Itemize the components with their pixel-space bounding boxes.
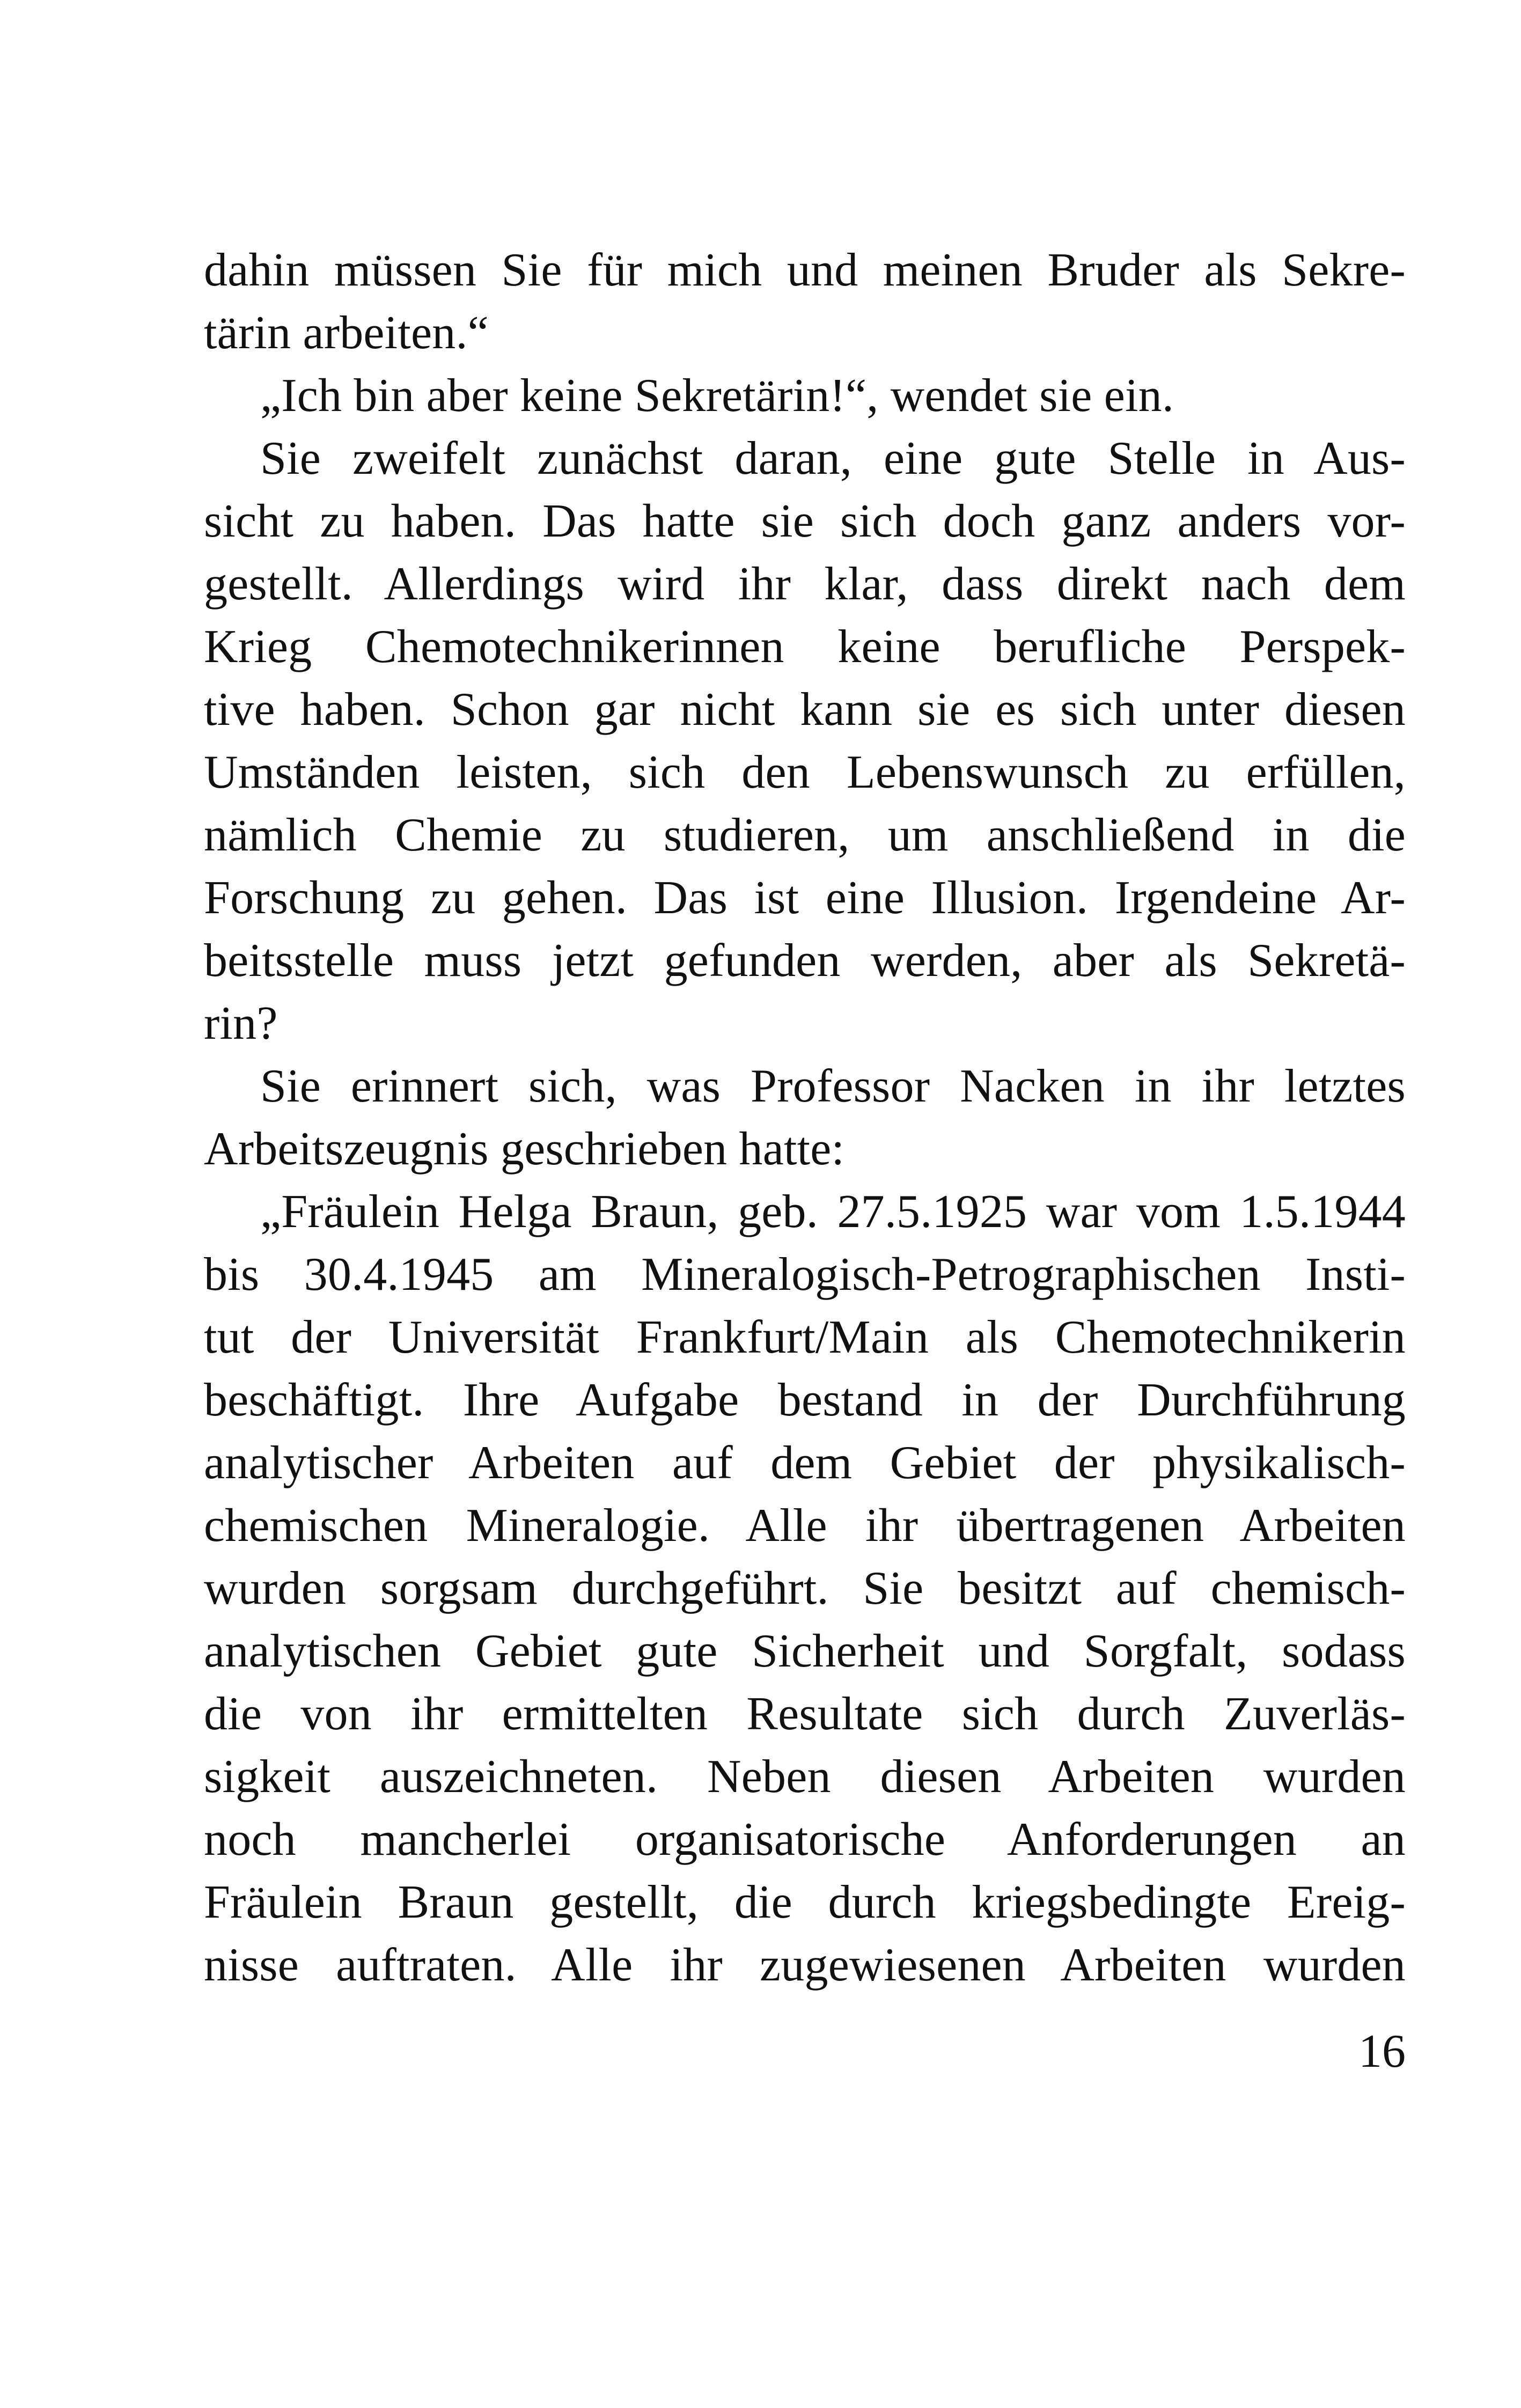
text-line: gestellt. Allerdings wird ihr klar, dass direkt nach dem <box>204 558 1406 610</box>
text-line: bis 30.4.1945 am Mineralogisch-Petrographischen Insti- <box>204 1249 1406 1301</box>
text-line: sicht zu haben. Das hatte sie sich doch ganz anders vor- <box>204 495 1406 547</box>
text-line: sigkeit auszeichneten. Neben diesen Arbeiten wurden <box>204 1751 1406 1803</box>
text-line: tut der Universität Frankfurt/Main als Chemotechnikerin <box>204 1311 1406 1363</box>
text-line: chemischen Mineralogie. Alle ihr übertragenen Arbeiten <box>204 1500 1406 1552</box>
text-block <box>204 239 1406 1996</box>
text-line: rin? <box>204 997 278 1049</box>
text-line: „Ich bin aber keine Sekretärin!“, wendet sie ein. <box>260 370 1174 422</box>
text-line: Arbeitszeugnis geschrieben hatte: <box>204 1123 845 1175</box>
text-line: analytischer Arbeiten auf dem Gebiet der physikalisch- <box>204 1437 1406 1489</box>
text-line: Sie erinnert sich, was Professor Nacken in ihr letztes <box>260 1060 1406 1112</box>
text-line: Fräulein Braun gestellt, die durch kriegsbedingte Ereig- <box>204 1876 1406 1928</box>
text-line: Umständen leisten, sich den Lebenswunsch zu erfüllen, <box>204 746 1406 798</box>
text-line: beschäftigt. Ihre Aufgabe bestand in der Durchführung <box>204 1374 1406 1426</box>
text-line: nisse auftraten. Alle ihr zugewiesenen Arbeiten wurden <box>204 1939 1406 1991</box>
text-line: Forschung zu gehen. Das ist eine Illusion. Irgendeine Ar- <box>204 872 1406 924</box>
text-line: tärin arbeiten.“ <box>204 307 489 359</box>
text-line: tive haben. Schon gar nicht kann sie es sich unter diesen <box>204 684 1406 736</box>
text-line: noch mancherlei organisatorische Anforderungen an <box>204 1814 1406 1866</box>
text-line: Sie zweifelt zunächst daran, eine gute Stelle in Aus- <box>260 432 1406 484</box>
text-line: Krieg Chemotechnikerinnen keine berufliche Perspek- <box>204 621 1406 673</box>
page-number: 16 <box>1358 2025 1406 2077</box>
text-line: dahin müssen Sie für mich und meinen Bruder als Sekre- <box>204 244 1406 296</box>
text-line: wurden sorgsam durchgeführt. Sie besitzt auf chemisch- <box>204 1562 1406 1614</box>
text-line: nämlich Chemie zu studieren, um anschließend in die <box>204 809 1406 861</box>
text-line: beitsstelle muss jetzt gefunden werden, aber als Sekretä- <box>204 935 1406 987</box>
text-line: „Fräulein Helga Braun, geb. 27.5.1925 war vom 1.5.1944 <box>260 1186 1406 1238</box>
text-line: analytischen Gebiet gute Sicherheit und Sorgfalt, sodass <box>204 1625 1406 1677</box>
text-line: die von ihr ermittelten Resultate sich durch Zuverläs- <box>204 1688 1406 1740</box>
